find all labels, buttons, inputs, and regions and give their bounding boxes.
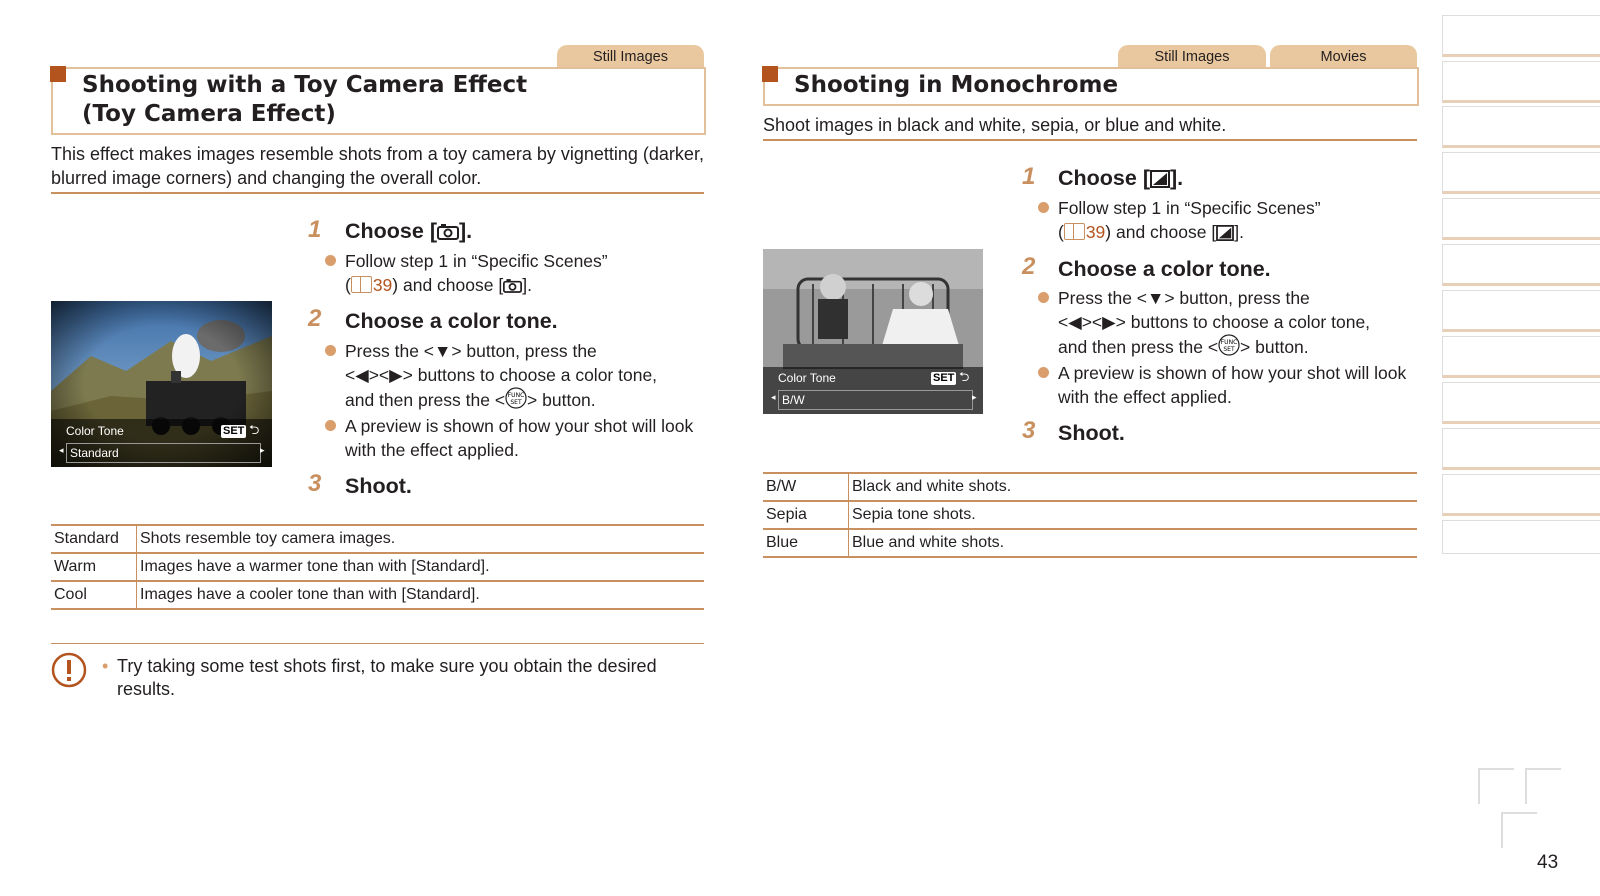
- left-arrow-icon: ◂: [771, 392, 776, 402]
- step-bullet: Press the <▼> button, press the <◀><▶> buttons to choose a color tone, and then press the < FUNC SET > button.: [1038, 286, 1438, 359]
- step-title: Choose [ ].: [345, 219, 473, 243]
- table-row: Warm Images have a warmer tone than with [Standard].: [51, 553, 704, 581]
- nav-tab[interactable]: [1442, 290, 1600, 332]
- nav-tab[interactable]: [1442, 428, 1600, 470]
- caution-icon: [51, 652, 87, 688]
- set-badge: SET: [223, 425, 245, 437]
- table-row: Sepia Sepia tone shots.: [763, 501, 1417, 529]
- color-tone-value: Standard: [66, 443, 261, 463]
- options-table: [763, 472, 1417, 558]
- func-set-icon: [505, 387, 527, 409]
- svg-text:SET: SET: [510, 399, 522, 406]
- page-title: Shooting with a Toy Camera Effect (Toy Camera Effect): [82, 72, 528, 127]
- return-icon: ⮌: [249, 422, 260, 437]
- right-arrow-icon: ▸: [972, 392, 977, 402]
- still-images-tab: Still Images: [1118, 45, 1266, 67]
- step-bullet: A preview is shown of how your shot will look with the effect applied.: [325, 414, 725, 462]
- color-tone-value: B/W: [778, 390, 973, 410]
- book-icon: [351, 276, 372, 293]
- table-row: Blue Blue and white shots.: [763, 529, 1417, 557]
- nav-tab[interactable]: [1442, 198, 1600, 240]
- down-arrow-icon: ▼: [1147, 288, 1165, 308]
- movies-tab: Movies: [1270, 45, 1417, 67]
- step-bullet: Follow step 1 in “Specific Scenes” ( 39) and choose [ ].: [1038, 196, 1438, 244]
- step-title: Shoot.: [345, 474, 412, 498]
- prev-page-button[interactable]: [1478, 768, 1514, 804]
- set-badge: SET: [933, 372, 955, 384]
- table-row: B/W Black and white shots.: [763, 473, 1417, 501]
- divider: [763, 139, 1417, 141]
- color-tone-label: Color Tone: [778, 371, 836, 385]
- right-arrow-icon: ▶: [1102, 312, 1116, 332]
- svg-text:FUNC: FUNC: [507, 392, 525, 399]
- right-arrow-icon: ▸: [260, 445, 265, 455]
- table-row: Standard Shots resemble toy camera images.: [51, 525, 704, 553]
- book-icon: [1064, 223, 1085, 240]
- right-arrow-icon: ▶: [389, 365, 403, 385]
- intro-text: Shoot images in black and white, sepia, or blue and white.: [763, 115, 1227, 135]
- step-title: Choose a color tone.: [345, 309, 558, 333]
- nav-tab[interactable]: [1442, 382, 1600, 424]
- step-number: 2: [308, 305, 322, 332]
- monochrome-icon: [1150, 170, 1170, 188]
- page-reference[interactable]: 39: [1064, 222, 1105, 242]
- divider: [51, 192, 704, 194]
- title-marker: [762, 66, 778, 82]
- nav-tab[interactable]: [1442, 520, 1600, 554]
- func-set-icon: [1218, 334, 1240, 356]
- svg-text:FUNC: FUNC: [1220, 339, 1238, 346]
- caution-text: Try taking some test shots first, to make sure you obtain the desired results.: [117, 656, 657, 699]
- step-number: 3: [308, 470, 322, 497]
- table-row: Cool Images have a cooler tone than with [Standard].: [51, 581, 704, 609]
- toy-camera-icon: [503, 278, 522, 294]
- intro-text: This effect makes images resemble shots from a toy camera by vignetting (darker, blurred image corners) and changing the overall color.: [51, 144, 704, 188]
- color-tone-label: Color Tone: [66, 424, 124, 438]
- page-title: Shooting in Monochrome: [794, 72, 1119, 98]
- step-title: Choose [ ].: [1058, 166, 1184, 190]
- nav-tab[interactable]: [1442, 474, 1600, 516]
- down-arrow-icon: ▼: [434, 341, 452, 361]
- step-number: 2: [1022, 253, 1036, 280]
- return-icon: ⮌: [959, 369, 970, 384]
- page-number: 43: [1537, 852, 1559, 873]
- step-number: 1: [1022, 163, 1036, 190]
- step-bullet: Follow step 1 in “Specific Scenes” ( 39) and choose [ ].: [325, 249, 725, 297]
- toy-camera-icon: [437, 223, 459, 241]
- nav-tab[interactable]: [1442, 336, 1600, 378]
- svg-text:SET: SET: [1223, 346, 1235, 353]
- nav-tab[interactable]: [1442, 106, 1600, 148]
- step-bullet: Press the <▼> button, press the <◀><▶> buttons to choose a color tone, and then press the < FUNC SET > button.: [325, 339, 725, 412]
- divider: [51, 643, 704, 644]
- page-reference[interactable]: 39: [351, 275, 392, 295]
- still-images-tab: Still Images: [557, 45, 704, 67]
- step-number: 1: [308, 216, 322, 243]
- camera-screen-preview: [51, 301, 272, 467]
- title-marker: [50, 66, 66, 82]
- step-number: 3: [1022, 417, 1036, 444]
- monochrome-icon: [1216, 225, 1234, 241]
- left-arrow-icon: ◂: [59, 445, 64, 455]
- camera-screen-preview: [763, 249, 983, 414]
- options-table: [51, 524, 704, 610]
- nav-tab[interactable]: [1442, 244, 1600, 286]
- nav-tab[interactable]: [1442, 152, 1600, 194]
- nav-tab[interactable]: [1442, 61, 1600, 103]
- step-title: Shoot.: [1058, 421, 1125, 445]
- step-bullet: A preview is shown of how your shot will look with the effect applied.: [1038, 361, 1438, 409]
- caution-bullet: •: [102, 656, 109, 676]
- step-title: Choose a color tone.: [1058, 257, 1271, 281]
- next-page-button[interactable]: [1525, 768, 1561, 804]
- left-arrow-icon: ◀: [1068, 312, 1082, 332]
- left-arrow-icon: ◀: [355, 365, 369, 385]
- nav-tab[interactable]: [1442, 15, 1600, 57]
- back-button[interactable]: [1501, 812, 1537, 848]
